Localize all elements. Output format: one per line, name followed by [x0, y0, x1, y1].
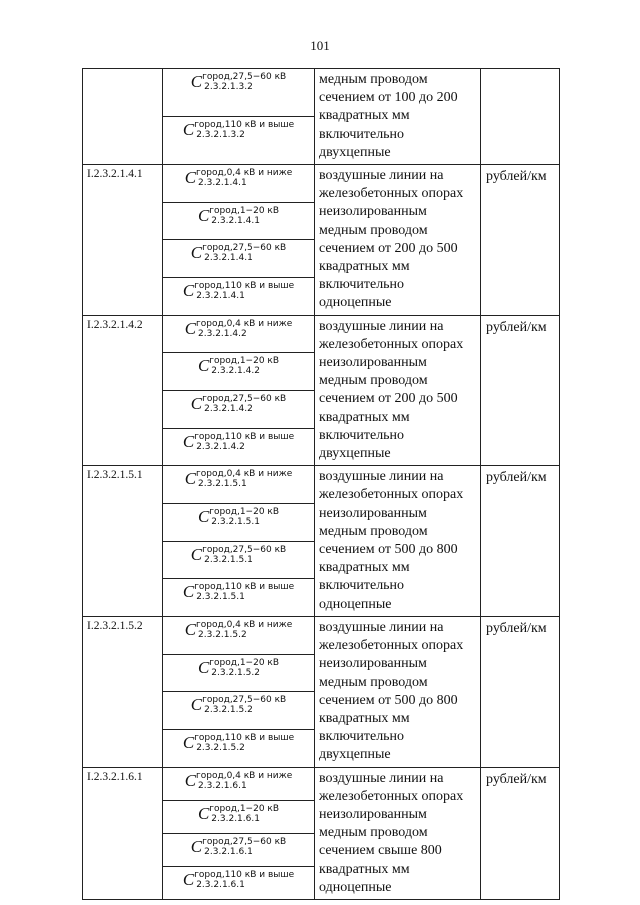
description-line: медным проводом — [319, 674, 428, 690]
formula-symbol — [163, 281, 314, 301]
formula-scripts — [202, 837, 286, 857]
formula-letter: C — [197, 506, 210, 526]
table-row — [83, 466, 560, 504]
formula-letter: C — [184, 619, 197, 639]
formula-superscript: город,1−20 кВ — [209, 657, 280, 668]
table-row — [83, 165, 560, 203]
formula-symbol — [163, 658, 314, 678]
description-line: включительно — [319, 578, 405, 594]
formula-scripts — [196, 771, 292, 791]
description-line: неизолированным — [319, 806, 427, 822]
formula-scripts — [202, 72, 286, 92]
formula-cell — [163, 428, 315, 466]
formula-scripts — [196, 168, 292, 188]
formula-scripts — [194, 281, 294, 301]
unit-cell: рублей/км — [481, 165, 560, 316]
formula-letter: C — [197, 356, 210, 376]
formula-scripts — [194, 582, 294, 602]
formula-superscript: город,0,4 кВ и ниже — [196, 770, 293, 781]
description-line: одноцепные — [319, 295, 392, 311]
unit-cell: рублей/км — [481, 466, 560, 617]
formula-symbol — [163, 771, 314, 791]
formula-subscript: 2.3.2.1.4.2 — [196, 441, 245, 452]
formula-scripts — [202, 394, 286, 414]
formula-symbol — [163, 507, 314, 527]
formula-subscript: 2.3.2.1.4.1 — [204, 253, 253, 264]
formula-cell — [163, 117, 315, 165]
formula-subscript: 2.3.2.1.4.1 — [211, 215, 260, 226]
description-line: сечением от 100 до 200 — [319, 90, 458, 106]
formula-subscript: 2.3.2.1.5.2 — [198, 629, 247, 640]
code-cell: I.2.3.2.1.4.2 — [83, 315, 163, 466]
formula-symbol — [163, 319, 314, 339]
unit-cell: рублей/км — [481, 767, 560, 899]
formula-cell — [163, 729, 315, 767]
description-line: воздушные линии на — [319, 770, 444, 786]
formula-scripts — [202, 695, 286, 715]
formula-letter: C — [197, 657, 210, 677]
formula-cell — [163, 800, 315, 833]
formula-symbol — [163, 695, 314, 715]
formula-letter: C — [190, 243, 203, 263]
description-line: включительно — [319, 729, 405, 745]
description-line: двухцепные — [319, 747, 391, 763]
description-line: двухцепные — [319, 446, 391, 462]
formula-scripts — [196, 469, 292, 489]
formula-symbol — [163, 243, 314, 263]
description-line: включительно — [319, 126, 405, 142]
description-cell — [315, 165, 481, 316]
formula-cell — [163, 315, 315, 353]
formula-symbol — [163, 120, 314, 140]
formula-scripts — [202, 545, 286, 565]
description-line: медным проводом — [319, 825, 428, 841]
formula-letter: C — [182, 582, 195, 602]
formula-superscript: город,0,4 кВ и ниже — [196, 318, 293, 329]
formula-letter: C — [197, 205, 210, 225]
formula-subscript: 2.3.2.1.3.2 — [196, 130, 245, 140]
description-cell — [315, 315, 481, 466]
description-line: сечением от 200 до 500 — [319, 240, 458, 256]
formula-superscript: город,110 кВ и выше — [194, 280, 295, 291]
code-cell — [83, 69, 163, 165]
description-line: неизолированным — [319, 204, 427, 220]
formula-symbol — [163, 870, 314, 890]
formula-symbol — [163, 804, 314, 824]
formula-letter: C — [197, 803, 210, 823]
table-row — [83, 767, 560, 800]
formula-letter: C — [182, 120, 195, 139]
description-cell — [315, 616, 481, 767]
code-cell: I.2.3.2.1.6.1 — [83, 767, 163, 899]
formula-cell — [163, 503, 315, 541]
formula-subscript: 2.3.2.1.5.2 — [211, 667, 260, 678]
formula-symbol — [163, 432, 314, 452]
formula-letter: C — [184, 168, 197, 188]
formula-superscript: город,0,4 кВ и ниже — [196, 168, 293, 179]
description-line: одноцепные — [319, 879, 392, 895]
formula-symbol — [163, 168, 314, 188]
formula-superscript: город,1−20 кВ — [209, 205, 280, 216]
formula-superscript: город,110 кВ и выше — [194, 431, 295, 442]
formula-letter: C — [182, 280, 195, 300]
code-cell: I.2.3.2.1.5.1 — [83, 466, 163, 617]
description-line: сечением от 200 до 500 — [319, 391, 458, 407]
description-line: воздушные линии на — [319, 318, 444, 334]
formula-subscript: 2.3.2.1.6.1 — [196, 879, 245, 890]
table-row — [83, 616, 560, 654]
unit-cell: рублей/км — [481, 315, 560, 466]
description-line: воздушные линии на — [319, 469, 444, 485]
formula-letter: C — [182, 869, 195, 889]
description-line: неизолированным — [319, 355, 427, 371]
formula-scripts — [194, 432, 294, 452]
formula-letter: C — [182, 732, 195, 752]
description-line: железобетонных опорах — [319, 487, 464, 503]
formula-symbol — [163, 394, 314, 414]
code-cell: I.2.3.2.1.5.2 — [83, 616, 163, 767]
formula-letter: C — [190, 695, 203, 715]
formula-symbol — [163, 620, 314, 640]
formula-scripts — [194, 120, 294, 140]
formula-scripts — [194, 733, 294, 753]
description-line: железобетонных опорах — [319, 638, 464, 654]
formula-letter: C — [184, 770, 197, 790]
formula-subscript: 2.3.2.1.6.1 — [204, 846, 253, 857]
formula-subscript: 2.3.2.1.5.2 — [196, 742, 245, 753]
formula-subscript: 2.3.2.1.5.2 — [204, 705, 253, 716]
description-line: включительно — [319, 277, 405, 293]
description-line: квадратных мм — [319, 861, 410, 877]
formula-letter: C — [184, 318, 197, 338]
formula-cell — [163, 833, 315, 866]
formula-superscript: город,27,5−60 кВ — [202, 695, 287, 706]
formula-subscript: 2.3.2.1.6.1 — [198, 780, 247, 791]
formula-subscript: 2.3.2.1.5.1 — [211, 516, 260, 527]
formula-superscript: город,1−20 кВ — [209, 803, 280, 814]
description-line: сечением свыше 800 — [319, 843, 442, 859]
description-line: медным проводом — [319, 523, 428, 539]
formula-superscript: город,110 кВ и выше — [194, 869, 295, 880]
formula-subscript: 2.3.2.1.6.1 — [211, 813, 260, 824]
description-line: сечением от 500 до 800 — [319, 542, 458, 558]
formula-subscript: 2.3.2.1.5.1 — [204, 554, 253, 565]
description-line: железобетонных опорах — [319, 336, 464, 352]
formula-subscript: 2.3.2.1.4.2 — [211, 366, 260, 377]
formula-subscript: 2.3.2.1.3.2 — [204, 82, 253, 92]
unit-cell: рублей/км — [481, 616, 560, 767]
formula-scripts — [202, 243, 286, 263]
description-line: квадратных мм — [319, 259, 410, 275]
description-line: неизолированным — [319, 505, 427, 521]
formula-cell — [163, 692, 315, 730]
formula-superscript: город,0,4 кВ и ниже — [196, 619, 293, 630]
formula-superscript: город,27,5−60 кВ — [202, 393, 287, 404]
description-line: квадратных мм — [319, 560, 410, 576]
description-line: включительно — [319, 427, 405, 443]
formula-cell — [163, 240, 315, 278]
formula-superscript: город,27,5−60 кВ — [202, 836, 287, 847]
formula-cell — [163, 466, 315, 504]
formula-scripts — [209, 206, 279, 226]
formula-cell — [163, 541, 315, 579]
description-line: двухцепные — [319, 144, 391, 160]
description-line: медным проводом — [319, 222, 428, 238]
formula-cell — [163, 579, 315, 617]
formula-scripts — [196, 620, 292, 640]
formula-superscript: город,110 кВ и выше — [194, 120, 295, 130]
description-line: воздушные линии на — [319, 619, 444, 635]
formula-letter: C — [190, 72, 203, 91]
description-line: сечением от 500 до 800 — [319, 692, 458, 708]
formula-superscript: город,27,5−60 кВ — [202, 243, 287, 254]
formula-symbol — [163, 837, 314, 857]
formula-subscript: 2.3.2.1.5.1 — [196, 592, 245, 603]
formula-letter: C — [182, 431, 195, 451]
formula-cell — [163, 277, 315, 315]
formula-symbol — [163, 733, 314, 753]
formula-superscript: город,1−20 кВ — [209, 506, 280, 517]
formula-scripts — [194, 870, 294, 890]
formula-letter: C — [184, 469, 197, 489]
formula-subscript: 2.3.2.1.4.2 — [204, 403, 253, 414]
unit-cell — [481, 69, 560, 165]
description-line: квадратных мм — [319, 409, 410, 425]
formula-symbol — [163, 356, 314, 376]
formula-subscript: 2.3.2.1.4.1 — [196, 290, 245, 301]
table-row — [83, 69, 560, 117]
formula-cell — [163, 69, 315, 117]
formula-cell — [163, 866, 315, 899]
description-cell — [315, 767, 481, 899]
formula-superscript: город,110 кВ и выше — [194, 582, 295, 593]
description-line: железобетонных опорах — [319, 186, 464, 202]
description-line: железобетонных опорах — [319, 788, 464, 804]
formula-subscript: 2.3.2.1.5.1 — [198, 479, 247, 490]
formula-cell — [163, 353, 315, 391]
formula-symbol — [163, 72, 314, 92]
formula-scripts — [209, 658, 279, 678]
description-line: одноцепные — [319, 596, 392, 612]
description-line: квадратных мм — [319, 710, 410, 726]
formula-symbol — [163, 469, 314, 489]
formula-cell — [163, 654, 315, 692]
formula-subscript: 2.3.2.1.4.1 — [198, 178, 247, 189]
description-line: медным проводом — [319, 373, 428, 389]
formula-subscript: 2.3.2.1.4.2 — [198, 328, 247, 339]
description-line: воздушные линии на — [319, 168, 444, 184]
table-row — [83, 315, 560, 353]
description-cell — [315, 69, 481, 165]
page-number: 101 — [310, 38, 330, 53]
formula-superscript: город,110 кВ и выше — [194, 732, 295, 743]
formula-superscript: город,1−20 кВ — [209, 356, 280, 367]
description-line: квадратных мм — [319, 108, 410, 124]
description-cell — [315, 466, 481, 617]
formula-superscript: город,27,5−60 кВ — [202, 72, 287, 82]
formula-superscript: город,0,4 кВ и ниже — [196, 469, 293, 480]
description-line: медным проводом — [319, 72, 428, 87]
formula-scripts — [209, 507, 279, 527]
description-line: неизолированным — [319, 656, 427, 672]
formula-symbol — [163, 545, 314, 565]
formula-cell — [163, 165, 315, 203]
formula-letter: C — [190, 393, 203, 413]
formula-scripts — [209, 356, 279, 376]
formula-scripts — [196, 319, 292, 339]
formula-cell — [163, 616, 315, 654]
formula-cell — [163, 202, 315, 240]
formula-letter: C — [190, 836, 203, 856]
tariff-table — [82, 68, 560, 900]
formula-letter: C — [190, 544, 203, 564]
formula-cell — [163, 767, 315, 800]
formula-superscript: город,27,5−60 кВ — [202, 544, 287, 555]
formula-symbol — [163, 206, 314, 226]
code-cell: I.2.3.2.1.4.1 — [83, 165, 163, 316]
formula-cell — [163, 390, 315, 428]
formula-symbol — [163, 582, 314, 602]
formula-scripts — [209, 804, 279, 824]
